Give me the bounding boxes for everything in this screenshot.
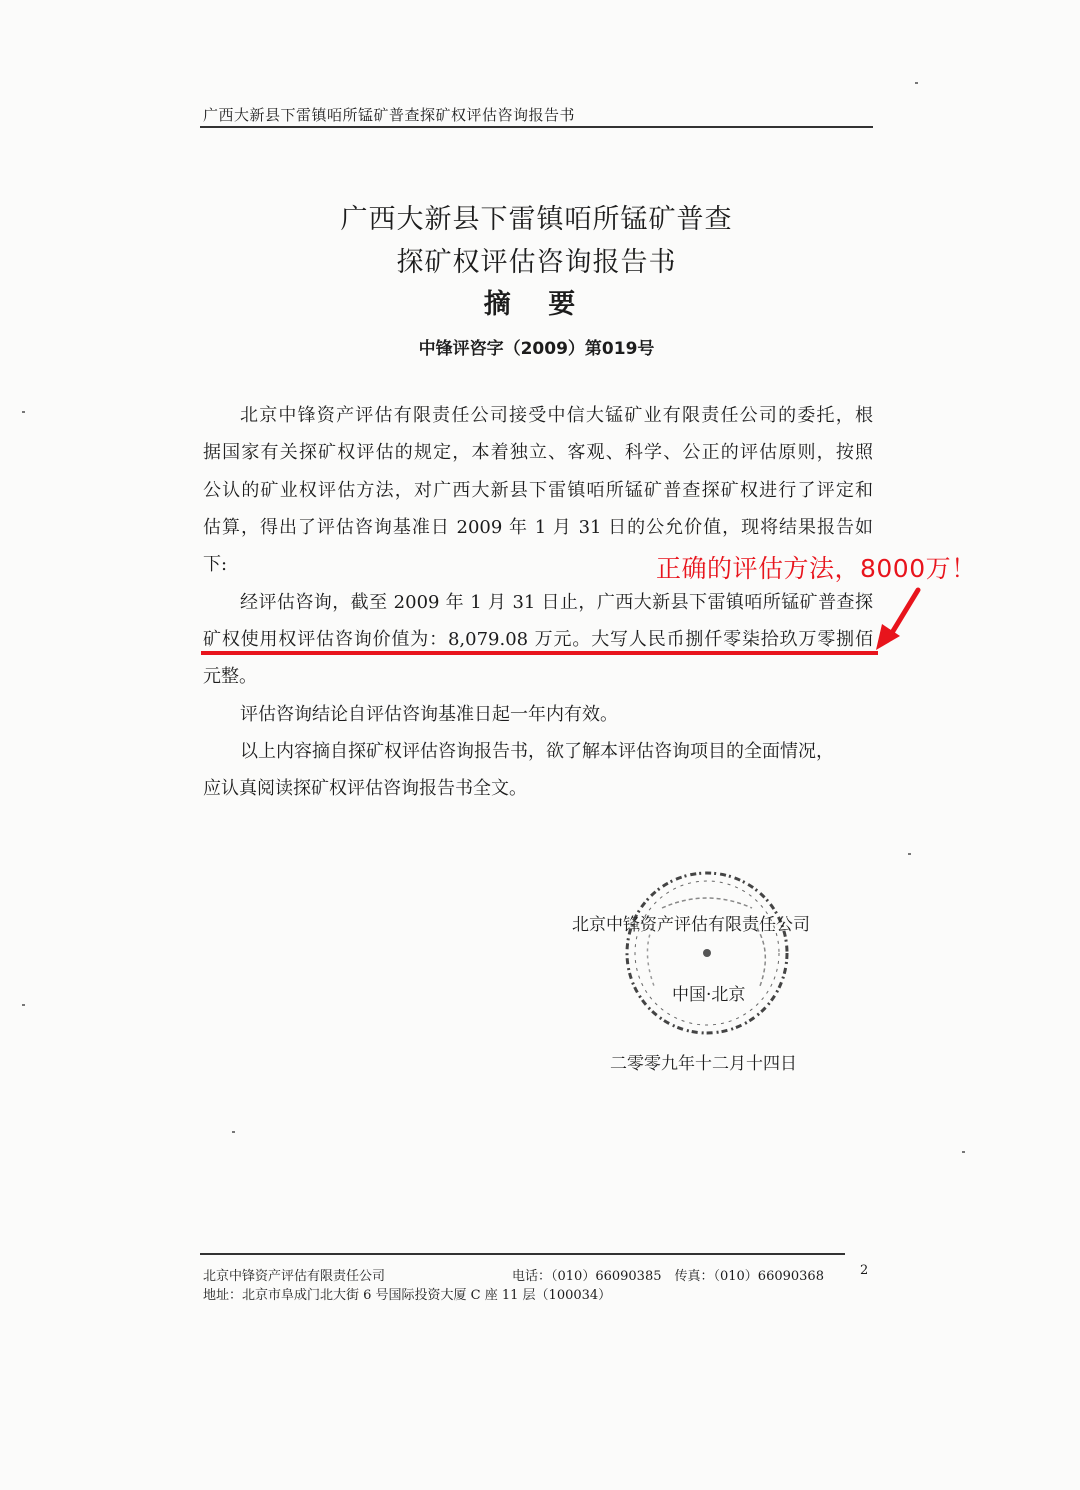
paragraph-2-line-1: 经评估咨询，截至 2009 年 1 月 31 日止，广西大新县下雷镇咟所锰矿普查探 xyxy=(240,592,873,613)
paragraph-3: 评估咨询结论自评估咨询基准日起一年内有效。 xyxy=(240,704,618,725)
signature-city: 中国·北京 xyxy=(672,985,746,1005)
red-arrow-icon xyxy=(870,584,930,654)
footer-contact: 电话：（010）66090385 传真：（010）66090368 xyxy=(512,1269,824,1284)
header-divider xyxy=(200,126,873,128)
report-title-line-2: 探矿权评估咨询报告书 xyxy=(396,247,677,278)
page-number: 2 xyxy=(860,1263,869,1278)
signature-company: 北京中锋资产评估有限责任公司 xyxy=(572,915,810,935)
paragraph-1-line-3: 公认的矿业权评估方法，对广西大新县下雷镇咟所锰矿普查探矿权进行了评定和 xyxy=(203,480,873,501)
report-title-summary: 摘 要 xyxy=(483,289,590,320)
scan-speck xyxy=(908,853,911,855)
scan-speck xyxy=(962,1151,965,1153)
paragraph-2-line-3: 元整。 xyxy=(203,666,257,687)
red-annotation-text: 正确的评估方法，8000万！ xyxy=(656,554,977,583)
document-number: 中锋评咨字（2009）第019号 xyxy=(418,339,655,359)
company-seal-icon xyxy=(622,868,792,1038)
footer-address: 地址：北京市阜成门北大街 6 号国际投资大厦 C 座 11 层（100034） xyxy=(203,1288,612,1303)
paragraph-1-line-2: 据国家有关探矿权评估的规定，本着独立、客观、科学、公正的评估原则，按照 xyxy=(203,442,873,463)
paragraph-2-line-2-valuation: 矿权使用权评估咨询价值为：8,079.08 万元。大写人民币捌仟零柒拾玖万零捌佰 xyxy=(203,629,873,650)
scan-speck xyxy=(232,1131,235,1133)
scan-speck xyxy=(22,1004,25,1006)
paragraph-1-line-4: 估算，得出了评估咨询基准日 2009 年 1 月 31 日的公允价值，现将结果报告如 xyxy=(203,517,873,538)
paragraph-4-line-2: 应认真阅读探矿权评估咨询报告书全文。 xyxy=(203,778,527,799)
scan-speck xyxy=(915,82,918,84)
paragraph-1-line-5: 下: xyxy=(203,554,228,575)
red-underline-highlight xyxy=(201,651,878,655)
paragraph-4-line-1: 以上内容摘自探矿权评估咨询报告书，欲了解本评估咨询项目的全面情况， xyxy=(240,741,834,762)
scan-speck xyxy=(22,411,25,413)
report-title-line-1: 广西大新县下雷镇咟所锰矿普查 xyxy=(340,204,733,235)
signature-date: 二零零九年十二月十四日 xyxy=(610,1054,797,1074)
footer-divider xyxy=(200,1253,845,1255)
footer-company: 北京中锋资产评估有限责任公司 xyxy=(203,1269,386,1284)
paragraph-1-line-1: 北京中锋资产评估有限责任公司接受中信大锰矿业有限责任公司的委托，根 xyxy=(240,405,873,426)
running-header: 广西大新县下雷镇咟所锰矿普查探矿权评估咨询报告书 xyxy=(203,106,576,124)
